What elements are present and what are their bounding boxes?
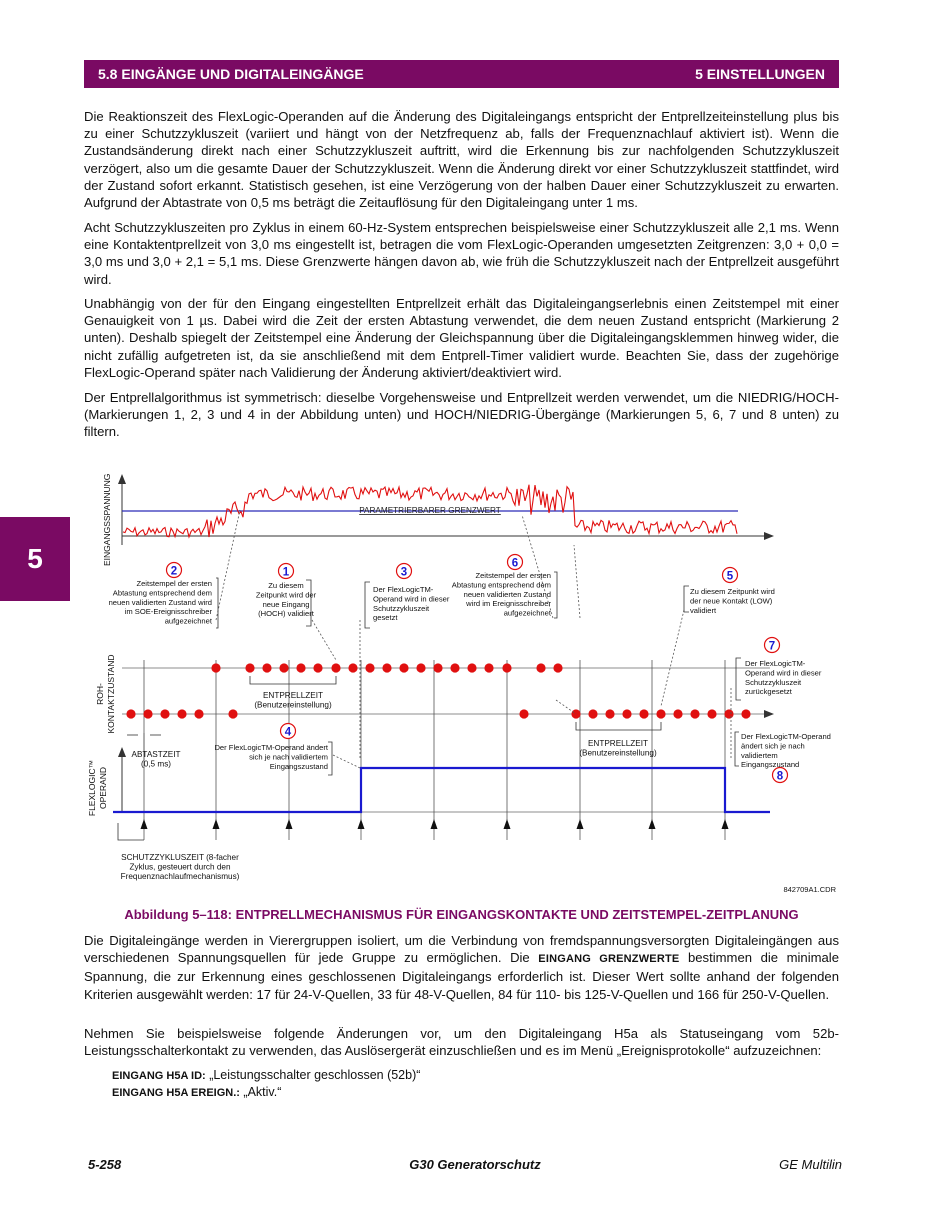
marker-annotation-2: Abtastung entsprechend dem — [112, 588, 212, 598]
raw-state-dot — [450, 663, 459, 672]
document-title: G30 Generatorschutz — [409, 1157, 541, 1172]
setting-row — [112, 1068, 420, 1082]
marker-annotation-1: (HOCH) validiert — [258, 609, 314, 619]
drawing-code: 842709A1.CDR — [783, 885, 836, 894]
marker-number-8: 8 — [776, 770, 784, 783]
voltage-axis-arrow — [118, 474, 126, 484]
setting-value: „Leistungsschalter geschlossen (52b)“ — [205, 1068, 421, 1082]
marker-annotation-8: Eingangszustand — [741, 760, 800, 770]
raw-state-dot — [126, 709, 135, 718]
raw-state-dot — [211, 663, 220, 672]
marker-annotation-5: der neue Kontakt (LOW) — [690, 596, 773, 606]
debounce-bracket-high — [250, 676, 336, 684]
protection-pass-arrow — [504, 819, 511, 829]
protection-pass-label: Zyklus, gesteuert durch den — [129, 862, 231, 872]
axis-label-flexlogic: FLEXLOGIC™ — [87, 759, 97, 817]
raw-state-dot — [262, 663, 271, 672]
marker-annotation-2: im SOE-Ereignisschreiber — [124, 607, 212, 617]
raw-state-dot — [296, 663, 305, 672]
axis-label-flexlogic: OPERAND — [98, 766, 108, 810]
marker-annotation-6: wird im Ereignisschreiber — [466, 599, 551, 609]
setting-key: EINGANG H5A ID: — [112, 1070, 206, 1082]
annotation-bracket — [365, 582, 370, 628]
threshold-label: PARAMETRIERBARER GRENZWERT — [359, 506, 501, 515]
marker-annotation-6: Zeitstempel der ersten — [475, 571, 551, 580]
marker-annotation-5: validiert — [690, 605, 717, 615]
raw-state-dot — [228, 709, 237, 718]
protection-pass-arrow — [649, 819, 656, 829]
marker-annotation-4: Eingangszustand — [269, 761, 328, 771]
marker-annotation-7: Schutzzykluszeit — [745, 677, 802, 687]
marker-annotation-8: Der FlexLogicTM-Operand — [741, 732, 831, 741]
raw-state-dot — [313, 663, 322, 672]
marker-annotation-1: neue Eingang — [262, 599, 310, 609]
annotation-bracket — [736, 658, 741, 700]
paragraph-thresholds-text-1: Die Digitaleingänge werden in Vierergruppen isoliert, um die Verbindung von fremdspannungsversorgten Digitaleingängen aus verschiedenen Spannungsquellen für jede Gruppe zu ermöglichen. Die — [84, 933, 839, 966]
protection-pass-arrow — [722, 819, 729, 829]
raw-state-dot — [588, 709, 597, 718]
paragraph-thresholds-text-2: bestimmen die minimale Spannung, die zur Erkennung eines geschlossenen Digitaleingangs erforderlich ist. Dieser Wert sollte anhand der folgenden Kriterien ausgewählt werden: 17 für 24-V-Quellen, 33 für 48-V-Quellen, 84 für 110- bis 125-V-Quellen und 166 für 250-V-Quellen. — [84, 950, 839, 1002]
chapter-side-tab: 5 — [0, 517, 70, 601]
raw-state-dot — [399, 663, 408, 672]
raw-state-dot — [143, 709, 152, 718]
time-axis-arrow — [764, 532, 774, 540]
leader-line — [661, 610, 684, 706]
debounce-label: ENTPRELLZEIT — [262, 691, 324, 700]
protection-pass-arrow — [286, 819, 293, 829]
protection-pass-label: Frequenznachlaufmechanismus) — [120, 872, 240, 882]
axis-label-voltage: EINGANGSSPANNUNG — [102, 473, 112, 566]
debounce-label: (Benutzereinstellung) — [254, 700, 332, 710]
axis-label-raw: ROH- — [95, 683, 105, 705]
protection-pass-arrow — [358, 819, 365, 829]
debounce-label: (Benutzereinstellung) — [579, 748, 657, 758]
leader-line — [333, 755, 360, 768]
protection-pass-label: SCHUTZZYKLUSZEIT (8-facher — [121, 853, 239, 862]
marker-number-6: 6 — [511, 557, 519, 570]
raw-state-dot — [177, 709, 186, 718]
marker-annotation-5: Zu diesem Zeitpunkt wird — [690, 587, 775, 596]
raw-state-dot — [382, 663, 391, 672]
raw-state-dot — [673, 709, 682, 718]
marker-annotation-3: Operand wird in dieser — [373, 594, 450, 604]
marker-annotation-1: Zeitpunkt wird der — [255, 590, 317, 600]
annotation-bracket — [554, 572, 557, 618]
marker-number-4: 4 — [284, 726, 292, 739]
raw-axis-arrow — [764, 710, 774, 718]
marker-annotation-6: Abtastung entsprechend dem — [451, 580, 551, 590]
raw-state-dot — [160, 709, 169, 718]
marker-annotation-1: Zu diesem — [268, 581, 304, 590]
raw-state-dot — [724, 709, 733, 718]
setting-key: EINGANG H5A EREIGN.: — [112, 1087, 240, 1099]
annotation-bracket — [684, 586, 689, 612]
marker-annotation-2: Zeitstempel der ersten — [136, 579, 212, 588]
setting-value: „Aktiv.“ — [239, 1085, 282, 1099]
marker-number-1: 1 — [282, 566, 290, 579]
leader-line — [312, 620, 336, 660]
figure-caption: Abbildung 5–118: ENTPRELLMECHANISMUS FÜR EINGANGSKONTAKTE UND ZEITSTEMPEL-ZEITPLANUNG — [124, 907, 799, 922]
marker-annotation-2: neuen validierten Zustand wird — [108, 597, 212, 607]
sample-time-label: (0,5 ms) — [140, 759, 172, 769]
paragraph-timestamp: Unabhängig von der für den Eingang eingestellten Entprellzeit erhält das Digitaleingangserlebnis einen Zeitstempel mit einer Genauigkeit von 1 µs. Dabei wird die Zeit der ersten Abtastung verwendet, die dem neuen Zustand entspricht (Markierung 2 unten). Deshalb spiegelt der Zeitstempel eine Änderung der Gleichspannung über die Digitaleingangsklemmen hinweg wider, die nicht zufällig aufgetreten ist, da sie anschließend mit dem Entprell-Timer validiert wurde. Beachten Sie, dass der zugehörige FlexLogic-Operand später nach Validierung der Änderung aktiviert/deaktiviert wird. — [84, 296, 839, 380]
marker-annotation-3: gesetzt — [373, 613, 398, 623]
raw-state-dot — [348, 663, 357, 672]
raw-state-dot — [502, 663, 511, 672]
marker-annotation-8: ändert sich je nach — [741, 741, 805, 751]
raw-state-dot — [605, 709, 614, 718]
publisher: GE Multilin — [779, 1157, 842, 1172]
annotation-bracket — [216, 578, 218, 628]
marker-annotation-8: validiertem — [741, 750, 778, 760]
marker-annotation-4: sich je nach validiertem — [249, 752, 328, 762]
raw-state-dot — [690, 709, 699, 718]
raw-state-dot — [433, 663, 442, 672]
paragraph-thresholds — [84, 932, 839, 1003]
raw-state-dot — [331, 663, 340, 672]
raw-state-dot — [741, 709, 750, 718]
marker-annotation-7: zurückgesetzt — [745, 687, 792, 697]
protection-pass-arrow — [577, 819, 584, 829]
paragraph-symmetric: Der Entprellalgorithmus ist symmetrisch: dieselbe Vorgehensweise und Entprellzeit werden verwendet, um die NIEDRIG/HOCH- (Markierungen 1, 2, 3 und 4 in der Abbildung unten) und HOCH/NIEDRIG-Übergänge (Markierungen 5, 6, 7 und 8 unten) zu filtern. — [84, 390, 839, 440]
raw-state-dot — [416, 663, 425, 672]
flexlogic-operand-trace — [113, 768, 770, 812]
marker-annotation-6: aufgezeichnet — [503, 608, 551, 618]
debounce-bracket-low — [576, 722, 661, 730]
marker-annotation-7: Der FlexLogicTM- — [745, 659, 806, 668]
sample-time-label: ABTASTZEIT — [131, 750, 181, 759]
marker-annotation-6: neuen validierten Zustand — [463, 589, 551, 599]
protection-pass-bracket — [118, 823, 144, 840]
section-title: 5.8 EINGÄNGE UND DIGITALEINGÄNGE — [98, 66, 364, 82]
marker-annotation-3: Der FlexLogicTM- — [373, 585, 434, 594]
raw-state-dot — [467, 663, 476, 672]
page-number: 5-258 — [88, 1157, 122, 1172]
operand-y-arrow — [118, 747, 126, 757]
axis-label-raw: KONTAKTZUSTAND — [106, 654, 116, 734]
annotation-bracket — [328, 742, 332, 775]
raw-state-dot — [245, 663, 254, 672]
raw-state-dot — [194, 709, 203, 718]
raw-state-dot — [656, 709, 665, 718]
leader-line — [216, 510, 240, 620]
protection-pass-arrow — [141, 819, 148, 829]
marker-annotation-7: Operand wird in dieser — [745, 668, 822, 678]
marker-number-3: 3 — [400, 566, 408, 579]
raw-state-dot — [279, 663, 288, 672]
raw-state-dot — [553, 663, 562, 672]
debounce-label: ENTPRELLZEIT — [587, 739, 649, 748]
raw-state-dot — [365, 663, 374, 672]
marker-number-7: 7 — [768, 640, 776, 653]
marker-annotation-4: Der FlexLogicTM-Operand ändert — [214, 743, 328, 752]
marker-number-5: 5 — [726, 570, 734, 583]
marker-annotation-3: Schutzzykluszeit — [373, 603, 430, 613]
leader-line — [574, 545, 580, 618]
leader-line — [556, 700, 576, 714]
protection-pass-arrow — [431, 819, 438, 829]
raw-state-dot — [536, 663, 545, 672]
paragraph-example: Nehmen Sie beispielsweise folgende Änderungen vor, um den Digitaleingang H5a als Statuseingang vom 52b-Leistungsschalterkontakt zu verwenden, das Auslösergerät einzuschließen und es im Menü „Ereignisprotokolle“ aufzuzeichnen: — [84, 1026, 839, 1059]
raw-state-dot — [639, 709, 648, 718]
annotation-bracket — [735, 732, 739, 766]
raw-state-dot — [622, 709, 631, 718]
marker-annotation-2: aufgezeichnet — [164, 616, 212, 626]
protection-pass-arrow — [213, 819, 220, 829]
setting-keyword: EINGANG GRENZWERTE — [538, 953, 680, 966]
paragraph-protection-pass: Acht Schutzzykluszeiten pro Zyklus in einem 60-Hz-System entsprechen beispielsweise einer Schutzzykluszeit alle 2,1 ms. Wenn eine Kontaktentprellzeit von 3,0 ms eingestellt ist, betragen die vom FlexLogic-Operanden umgesetzten Zeitgrenzen: 3,0 + 0,0 = 3,0 ms und 3,0 + 2,1 = 5,1 ms. Diese Grenzwerte hängen davon ab, wie früh die Schutzzykluszeit nach der Entprellzeit ausgeführt wird. — [84, 220, 839, 287]
marker-number-2: 2 — [170, 565, 178, 578]
paragraph-response-time: Die Reaktionszeit des FlexLogic-Operanden auf die Änderung des Digitaleingangs entspricht der Entprellzeiteinstellung plus bis zu einer Schutzzykluszeit (variiert und hängt von der Netzfrequenz ab, falls der Frequenznachlauf aktiviert ist). Wenn die Zustandsänderung direkt nach einer Schutzzykluszeit auftritt, wird die Erkennung bis zur nachfolgenden Schutzzykluszeit verzögert, also um die gesamte Dauer der Schutzzykluszeit. Wenn die Änderung direkt vor einer Schutzzykluszeit stattfindet, wird der Zustand sofort erkannt. Statistisch gesehen, ist eine Verzögerung von der halben Dauer einer Schutzzykluszeit zu erwarten. Aufgrund der Abtastrate von 0,5 ms beträgt die Zeitauflösung für den Digitaleingang unter 1 ms. — [84, 109, 839, 211]
chapter-title: 5 EINSTELLUNGEN — [695, 66, 825, 82]
raw-state-dot — [519, 709, 528, 718]
raw-state-dot — [707, 709, 716, 718]
setting-row — [112, 1085, 281, 1099]
raw-state-dot — [484, 663, 493, 672]
